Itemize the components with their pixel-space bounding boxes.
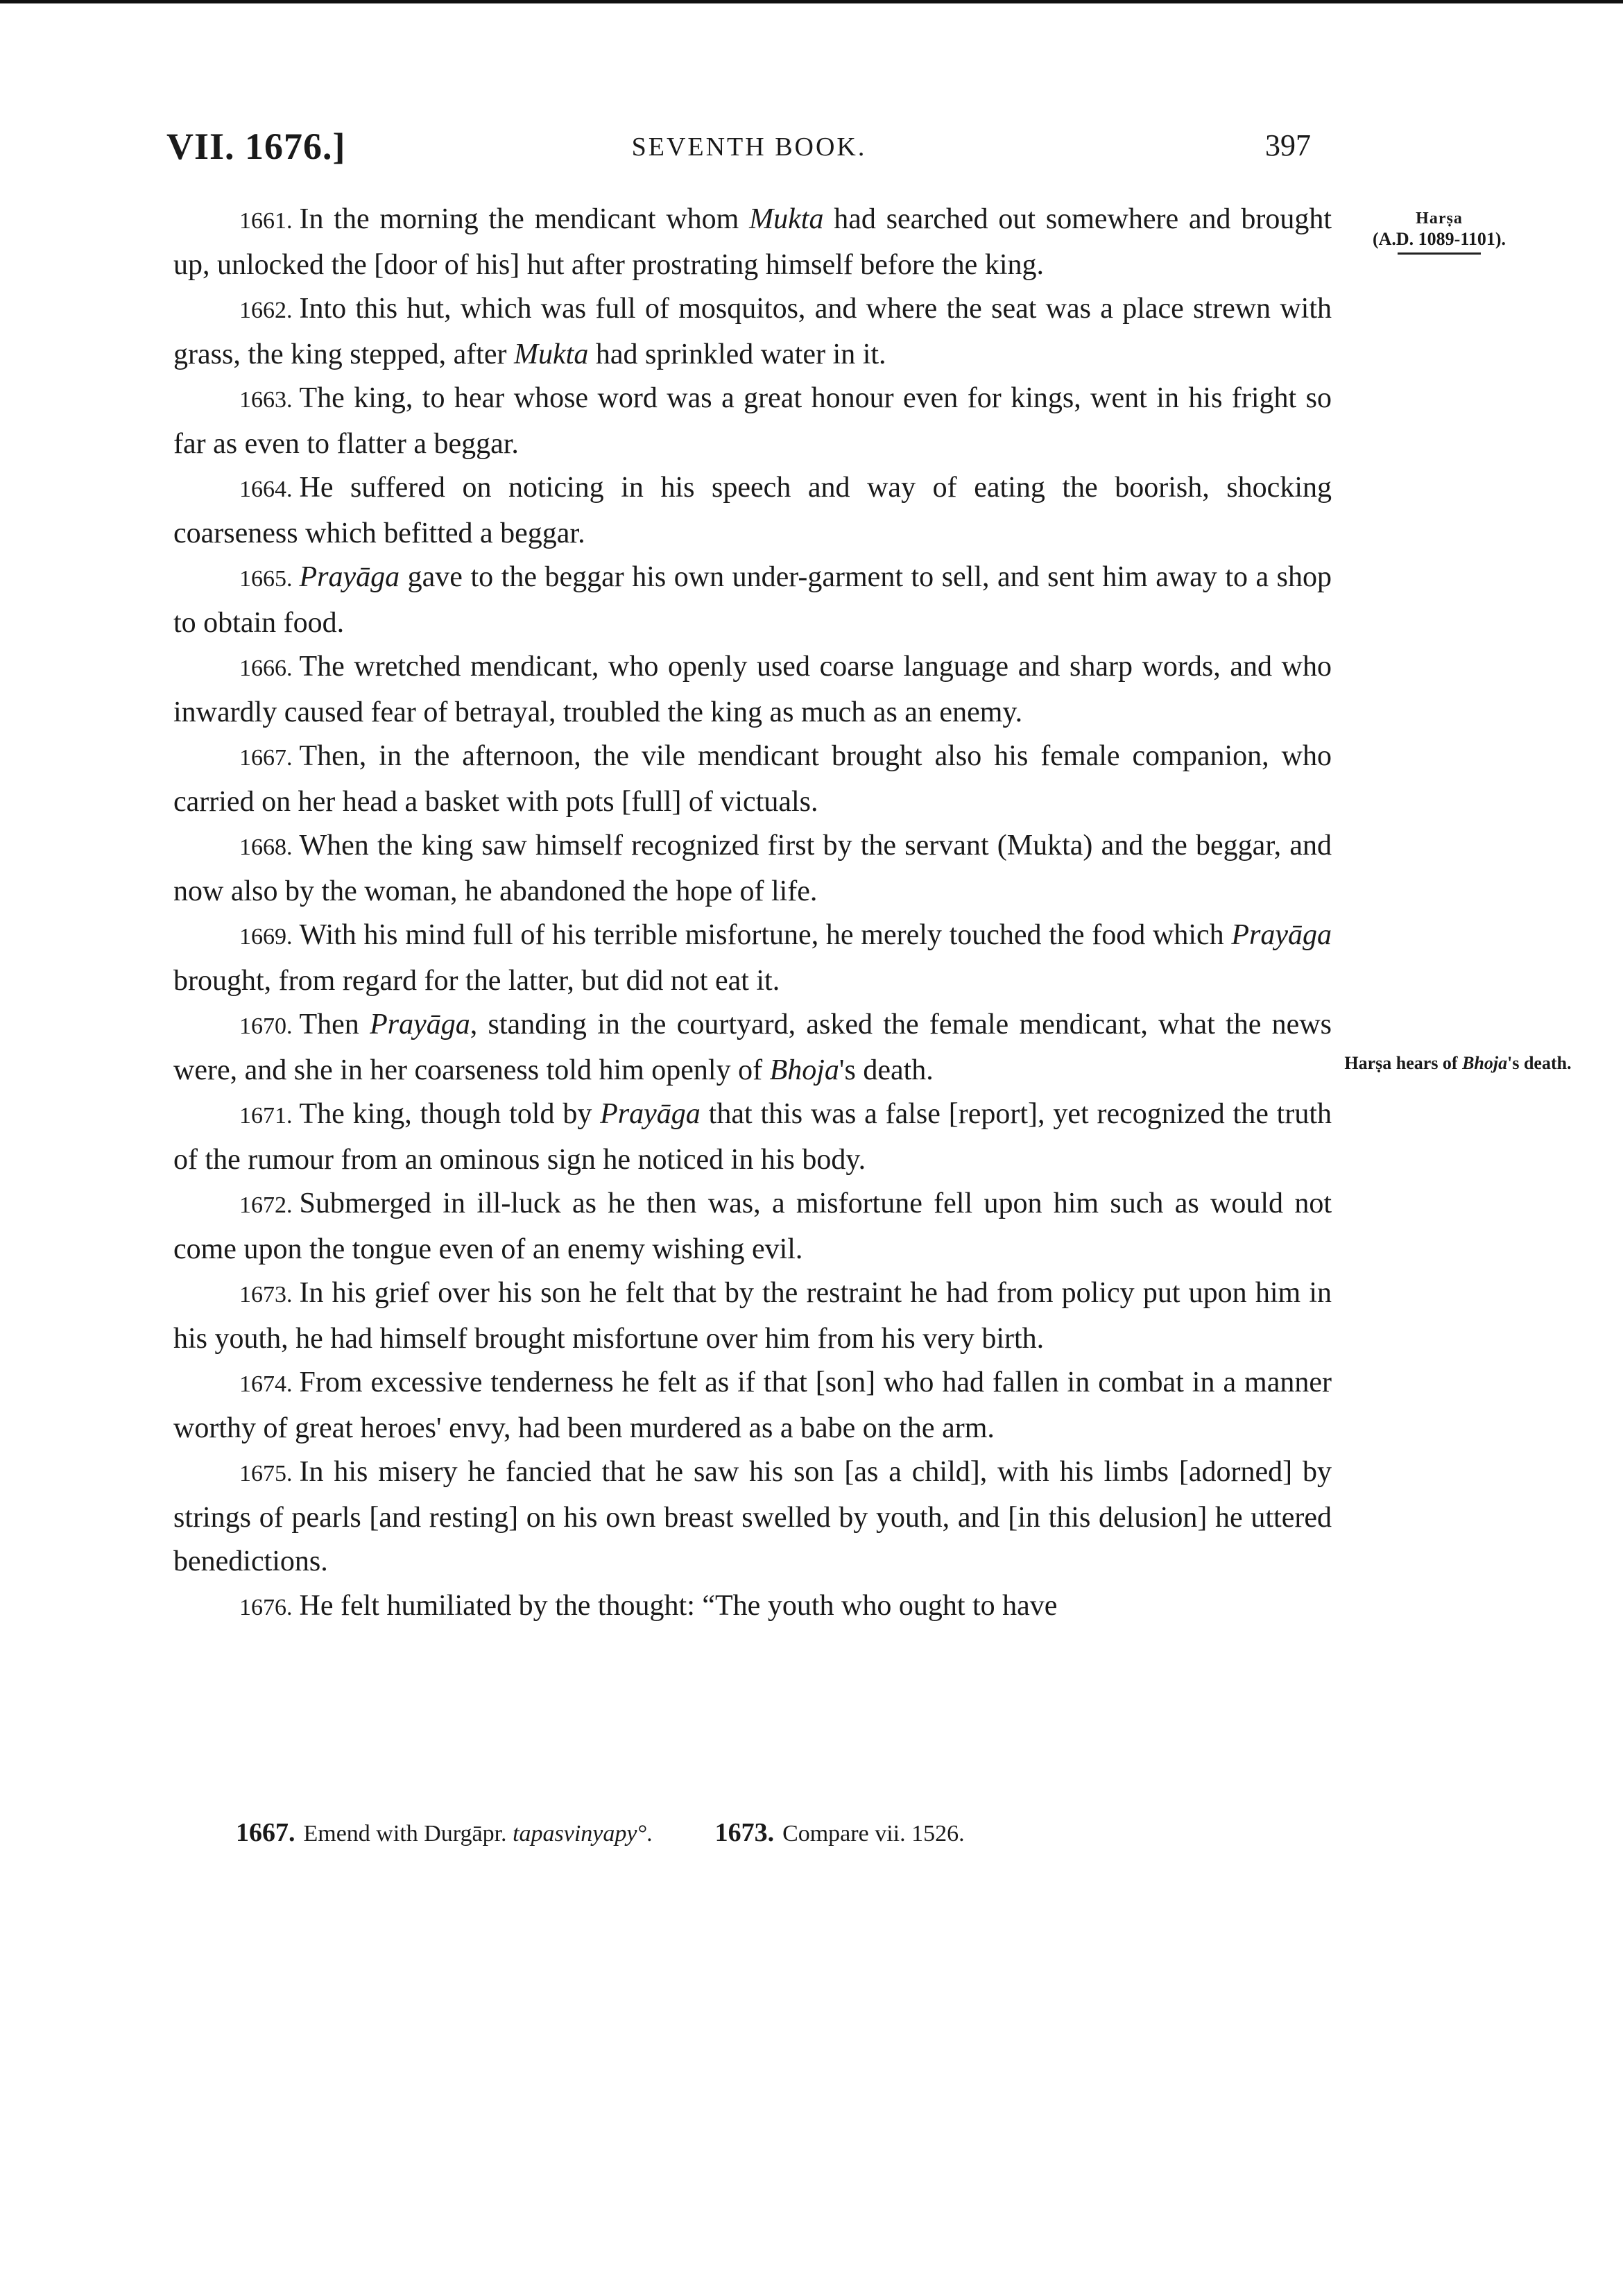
margin-note-reign-dates: (A.D. 1089-1101). <box>1372 229 1506 249</box>
verse-text: brought, from regard for the latter, but did not eat it. <box>173 964 780 997</box>
top-border-line <box>0 0 1623 3</box>
verse-paragraph <box>173 1003 1332 1093</box>
verse-text: Prayāga <box>370 1009 470 1040</box>
margin-note-text-post: 's death. <box>1507 1053 1572 1073</box>
verse-number: 1666. <box>239 656 293 681</box>
verse-paragraph <box>173 645 1332 735</box>
verse-text: Prayāga <box>600 1098 701 1130</box>
margin-note-reign <box>1346 208 1533 255</box>
verse-text: Prayāga <box>299 561 400 593</box>
verse-text: The king, though told by <box>299 1098 601 1130</box>
verse-number: 1663. <box>239 387 293 413</box>
verse-paragraph <box>173 287 1332 377</box>
verse-text: Submerged in ill-luck as he then was, a misfortune fell upon him such as would not come upon the tongue even of an enemy wishing evil. <box>173 1188 1332 1265</box>
footnote-number: 1667. <box>236 1818 295 1847</box>
verse-text: gave to the beggar his own under-garment to sell, and sent him away to a shop to obtain food. <box>173 561 1332 639</box>
verse-text: Prayāga <box>1231 919 1332 951</box>
verse-paragraph <box>173 198 1332 287</box>
verse-number: 1662. <box>239 298 293 323</box>
footnote-text: Compare vii. 1526. <box>782 1821 965 1847</box>
verse-number: 1664. <box>239 477 293 502</box>
verse-number: 1674. <box>239 1371 293 1397</box>
verse-text: He felt humiliated by the thought: “The youth who ought to have <box>299 1589 1058 1622</box>
verse-paragraph <box>173 1093 1332 1182</box>
margin-note-bhoja-death <box>1340 1053 1576 1074</box>
verse-text: Mukta <box>514 338 589 370</box>
verse-paragraph <box>173 377 1332 466</box>
verse-paragraph <box>173 914 1332 1003</box>
footnote-text: . <box>646 1821 653 1847</box>
verse-text: had sprinkled water in it. <box>588 338 886 370</box>
verse-paragraph <box>173 1584 1332 1630</box>
verse-number: 1661. <box>239 208 293 234</box>
margin-note-reign-name: Harṣa <box>1416 209 1463 228</box>
header-book-reference: VII. 1676.] <box>166 126 346 167</box>
verse-text: , standing in the courtyard, asked the female mendicant, what the news were, and she in her coarseness told him openly of <box>173 1009 1332 1086</box>
verse-paragraph <box>173 735 1332 824</box>
verse-paragraph <box>173 1271 1332 1361</box>
verse-text: Then, in the afternoon, the vile mendicant brought also his female companion, who carried on her head a basket with pots [full] of victuals. <box>173 740 1332 818</box>
page-number: 397 <box>1265 128 1311 162</box>
footnote <box>715 1817 965 1848</box>
verse-number: 1665. <box>239 566 293 592</box>
margin-note-name: Bhoja <box>1462 1053 1508 1073</box>
verse-paragraph <box>173 466 1332 556</box>
verse-text: 's death. <box>839 1054 934 1086</box>
verse-number: 1673. <box>239 1282 293 1308</box>
verse-number: 1667. <box>239 745 293 771</box>
footnote-number: 1673. <box>714 1818 775 1847</box>
verse-paragraph <box>173 1450 1332 1584</box>
margin-note-rule <box>1398 252 1481 255</box>
header-book-title: SEVENTH BOOK. <box>631 132 867 162</box>
verse-paragraph <box>173 1361 1332 1450</box>
verse-text: In his grief over his son he felt that by the restraint he had from policy put upon him in his youth, he had himself brought misfortune over him from his very birth. <box>173 1277 1332 1355</box>
verse-text: With his mind full of his terrible misfortune, he merely touched the food which <box>299 919 1232 951</box>
verse-number: 1668. <box>239 834 293 860</box>
verse-number: 1676. <box>239 1594 293 1620</box>
verse-number: 1672. <box>239 1192 293 1218</box>
verse-text: When the king saw himself recognized first by the servant (Mukta) and the beggar, and now also by the woman, he abandoned the hope of life. <box>173 830 1332 907</box>
footnotes <box>236 1817 1318 1848</box>
verse-text: He suffered on noticing in his speech and way of eating the boorish, shocking coarseness which befitted a beggar. <box>173 472 1332 549</box>
verse-number: 1670. <box>239 1013 293 1039</box>
verse-paragraph <box>173 556 1332 645</box>
verse-text: From excessive tenderness he felt as if that [son] who had fallen in combat in a manner worthy of great heroes' envy, had been murdered as a babe on the arm. <box>173 1367 1332 1444</box>
verse-text: Into this hut, which was full of mosquitos, and where the seat was a place strewn with grass, the king stepped, after <box>173 293 1332 370</box>
verse-text: had searched out somewhere and brought up, unlocked the [door of his] hut after prostrating himself before the king. <box>173 203 1332 281</box>
verse-text: Then <box>299 1009 370 1040</box>
verse-text: Bhoja <box>769 1054 839 1086</box>
verse-paragraph <box>173 1182 1332 1271</box>
verse-text: In his misery he fancied that he saw his son [as a child], with his limbs [adorned] by strings of pearls [and resting] on his own breast swelled by youth, and [in this delusion] he uttered benedictions. <box>173 1456 1332 1577</box>
verse-text: In the morning the mendicant whom <box>299 203 750 235</box>
verse-text: The king, to hear whose word was a great honour even for kings, went in his fright so far as even to flatter a beggar. <box>173 382 1332 460</box>
main-text <box>173 198 1332 1629</box>
verse-paragraph <box>173 824 1332 914</box>
verse-text: that this was a false [report], yet recognized the truth of the rumour from an ominous sign he noticed in his body. <box>173 1098 1332 1176</box>
verse-number: 1669. <box>239 924 293 950</box>
footnote-text: Emend with Durgāpr. <box>303 1821 513 1847</box>
verse-text: The wretched mendicant, who openly used coarse language and sharp words, and who inwardly caused fear of betrayal, troubled the king as much as an enemy. <box>173 651 1332 728</box>
footnote <box>236 1817 653 1848</box>
footnote-text: tapasvinyapy° <box>513 1821 647 1847</box>
verse-number: 1675. <box>239 1461 293 1487</box>
margin-note-text-pre: Harṣa hears of <box>1344 1053 1463 1073</box>
verse-number: 1671. <box>239 1103 293 1129</box>
running-header <box>166 125 1332 180</box>
verse-text: Mukta <box>749 203 824 235</box>
